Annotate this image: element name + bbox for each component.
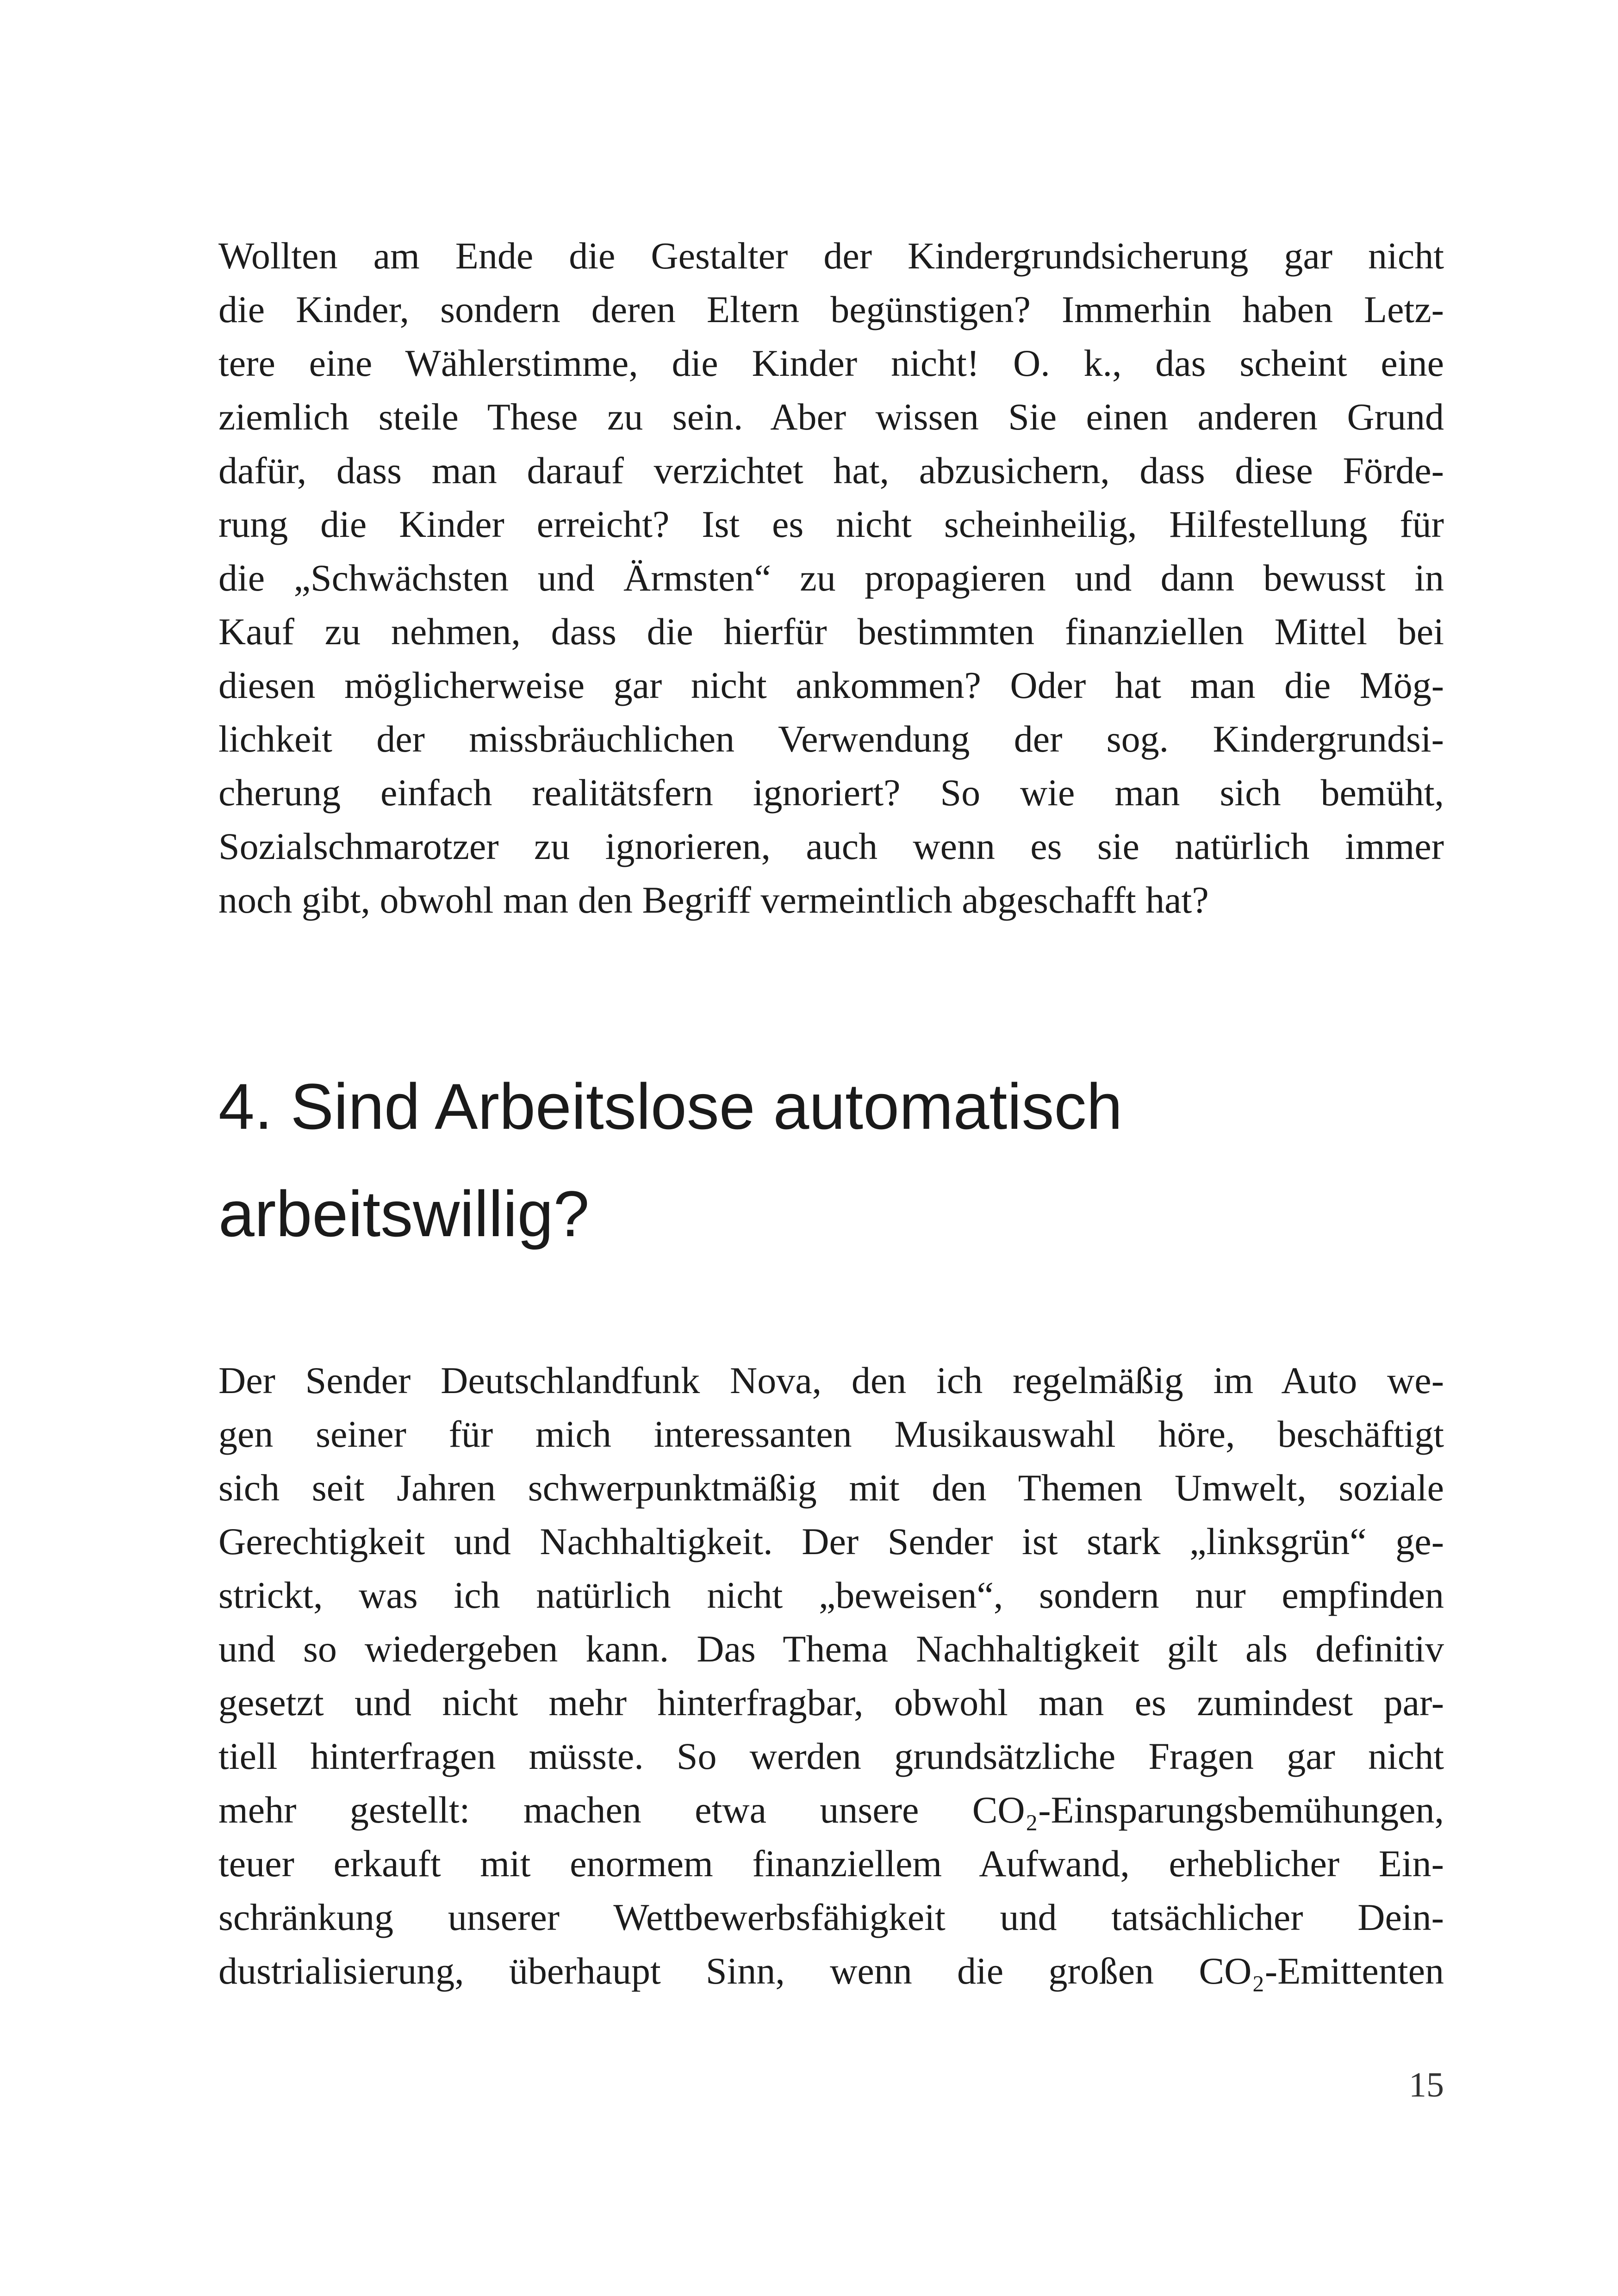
heading-line: 4. Sind Arbeitslose automatisch xyxy=(218,1070,1123,1143)
paragraph-line: Der Sender Deutschlandfunk Nova, den ich regelmäßig im Auto we- xyxy=(218,1359,1444,1401)
paragraph-line: die Kinder, sondern deren Eltern begünstigen? Immerhin haben Letz- xyxy=(218,288,1444,330)
paragraph-line: teuer erkauft mit enormem finanziellem Aufwand, erheblicher Ein- xyxy=(218,1842,1444,1885)
paragraph-line: und so wiedergeben kann. Das Thema Nachhaltigkeit gilt als definitiv xyxy=(218,1628,1444,1670)
paragraph-line: gen seiner für mich interessanten Musikauswahl höre, beschäftigt xyxy=(218,1413,1444,1455)
paragraph-line: dustrialisierung, überhaupt Sinn, wenn die großen CO₂-Emittenten xyxy=(218,1950,1444,1992)
chapter-heading xyxy=(218,1053,1444,1268)
paragraph-line: tiell hinterfragen müsste. So werden grundsätzliche Fragen gar nicht xyxy=(218,1735,1444,1777)
paragraph-line: noch gibt, obwohl man den Begriff vermeintlich abgeschafft hat? xyxy=(218,879,1209,921)
paragraph-line: cherung einfach realitätsfern ignoriert? So wie man sich bemüht, xyxy=(218,772,1444,814)
page-number: 15 xyxy=(1409,2066,1444,2104)
paragraph-line: Sozialschmarotzer zu ignorieren, auch wenn es sie natürlich immer xyxy=(218,825,1444,867)
paragraph-line: ziemlich steile These zu sein. Aber wissen Sie einen anderen Grund xyxy=(218,396,1444,438)
paragraph-line: lichkeit der missbräuchlichen Verwendung der sog. Kindergrundsi- xyxy=(218,718,1444,760)
paragraph-line: tere eine Wählerstimme, die Kinder nicht! O. k., das scheint eine xyxy=(218,342,1444,384)
paragraph-line: die „Schwächsten und Ärmsten“ zu propagieren und dann bewusst in xyxy=(218,557,1444,599)
paragraph-line: diesen möglicherweise gar nicht ankommen? Oder hat man die Mög- xyxy=(218,664,1444,706)
paragraph-line: dafür, dass man darauf verzichtet hat, abzusichern, dass diese Förde- xyxy=(218,449,1444,492)
paragraph-line: rung die Kinder erreicht? Ist es nicht scheinheilig, Hilfestellung für xyxy=(218,503,1444,545)
paragraph-line: strickt, was ich natürlich nicht „beweisen“, sondern nur empfinden xyxy=(218,1574,1444,1616)
paragraph-line: mehr gestellt: machen etwa unsere CO₂-Einsparungsbemühungen, xyxy=(218,1789,1444,1831)
paragraph-line: sich seit Jahren schwerpunktmäßig mit den Themen Umwelt, soziale xyxy=(218,1467,1444,1509)
paragraph-line: schränkung unserer Wettbewerbsfähigkeit und tatsächlicher Dein- xyxy=(218,1896,1444,1938)
paragraph-line: Kauf zu nehmen, dass die hierfür bestimmten finanziellen Mittel bei xyxy=(218,610,1444,653)
paragraph-line: gesetzt und nicht mehr hinterfragbar, obwohl man es zumindest par- xyxy=(218,1681,1444,1724)
paragraph-line: Wollten am Ende die Gestalter der Kindergrundsicherung gar nicht xyxy=(218,235,1444,277)
body-paragraph-2 xyxy=(218,1354,1444,1998)
heading-line: arbeitswillig? xyxy=(218,1177,590,1250)
body-paragraph-1 xyxy=(218,229,1444,927)
paragraph-line: Gerechtigkeit und Nachhaltigkeit. Der Sender ist stark „linksgrün“ ge- xyxy=(218,1520,1444,1562)
